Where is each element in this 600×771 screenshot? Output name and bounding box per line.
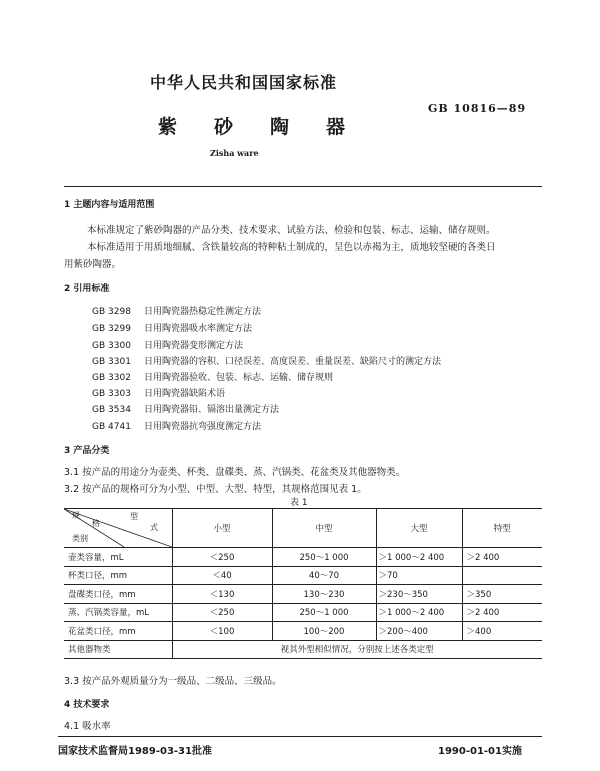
corner-label-category: 类别 [72, 534, 88, 543]
reference-code: GB 3300 [92, 341, 131, 351]
corner-label-type-1: 型 [130, 512, 138, 521]
table-cell: ＞230～350 [376, 585, 462, 604]
title-char: 陶 [270, 116, 290, 138]
table-cell: 130～230 [272, 585, 376, 604]
header-divider [64, 186, 542, 187]
table-cell: ＜250 [172, 603, 272, 622]
table-cell: 100～200 [272, 622, 376, 641]
table-cell: ＞350 [462, 585, 542, 604]
table-caption: 表 1 [290, 498, 308, 508]
standard-number: GB 10816—89 [428, 102, 527, 115]
row-label: 盘碟类口径，mm [64, 585, 172, 604]
row-label: 花盆类口径，mm [64, 622, 172, 641]
approval-info: 国家技术监督局1989-03-31批准 [58, 746, 212, 757]
title-char: 砂 [214, 116, 234, 138]
reference-code: GB 3301 [92, 357, 131, 367]
table-cell: ＜250 [172, 548, 272, 567]
column-header-large: 大型 [376, 509, 462, 548]
reference-item [92, 321, 252, 334]
reference-desc: 日用陶瓷器铅、镉溶出量测定方法 [144, 405, 280, 415]
reference-item [92, 338, 243, 351]
column-header-small: 小型 [172, 509, 272, 548]
clause-4-1: 4.1 吸水率 [64, 721, 111, 732]
table-cell: ＜100 [172, 622, 272, 641]
corner-label-spec-1: 规 [72, 511, 80, 520]
table-row [64, 566, 542, 585]
table-row-other [64, 640, 542, 659]
reference-desc: 日用陶瓷器抗弯强度测定方法 [144, 422, 262, 432]
column-header-special: 特型 [462, 509, 542, 548]
table-cell: ＞1 000～2 400 [376, 548, 462, 567]
table-cell: ＜130 [172, 585, 272, 604]
reference-code: GB 4741 [92, 422, 131, 432]
reference-desc: 日用陶瓷器变形测定方法 [144, 341, 244, 351]
issuing-organization: 中华人民共和国国家标准 [150, 73, 338, 92]
table-row [64, 585, 542, 604]
column-header-medium: 中型 [272, 509, 376, 548]
table-cell: ＞200～400 [376, 622, 462, 641]
table-row [64, 622, 542, 641]
reference-code: GB 3299 [92, 324, 131, 334]
reference-desc: 日用陶瓷器缺陷术语 [144, 389, 226, 399]
title-char: 器 [326, 116, 346, 138]
reference-item [92, 419, 261, 432]
reference-code: GB 3534 [92, 405, 131, 415]
table-row [64, 548, 542, 567]
table-cell [462, 566, 542, 585]
table-cell: 250～1 000 [272, 603, 376, 622]
table-cell: 250～1 000 [272, 548, 376, 567]
reference-item [92, 354, 441, 367]
row-label: 壶类容量，mL [64, 548, 172, 567]
reference-desc: 日用陶瓷器热稳定性测定方法 [144, 307, 262, 317]
row-label: 其他器物类 [64, 640, 172, 659]
effective-date: 1990-01-01实施 [438, 746, 522, 757]
table-merged-cell: 视其外型相似情况，分别按上述各类定型 [172, 640, 542, 659]
section-1-paragraph-2a: 本标准适用于用质地细腻、含铁量较高的特种粘土制成的，呈色以赤褐为主，质地较坚硬的各类日 [87, 242, 496, 253]
table-cell: ＞70 [376, 566, 462, 585]
section-1-paragraph-1: 本标准规定了紫砂陶器的产品分类、技术要求、试验方法、检验和包装、标志、运输、储存规则。 [87, 225, 496, 236]
reference-desc: 日用陶瓷器验收、包装、标志、运输、储存规则 [144, 373, 334, 383]
title-char: 紫 [158, 116, 178, 138]
corner-label-type-2: 式 [150, 523, 158, 532]
section-3-heading: 3 产品分类 [64, 446, 110, 456]
table-corner-cell [64, 509, 172, 548]
table-row [64, 603, 542, 622]
table-header-row [64, 509, 542, 548]
reference-code: GB 3303 [92, 389, 131, 399]
row-label: 杯类口径，mm [64, 566, 172, 585]
footer-divider [58, 736, 542, 737]
table-cell: ＞2 400 [462, 548, 542, 567]
reference-item [92, 386, 225, 399]
clause-3-3: 3.3 按产品外观质量分为一级品、二级品、三级品。 [64, 676, 282, 687]
reference-code: GB 3302 [92, 373, 131, 383]
table-cell: ＞400 [462, 622, 542, 641]
clause-3-2: 3.2 按产品的规格可分为小型、中型、大型、特型，其规格范围见表 1。 [64, 484, 367, 495]
table-cell: ＞1 000～2 400 [376, 603, 462, 622]
section-1-heading: 1 主题内容与适用范围 [64, 200, 155, 210]
document-title [158, 112, 382, 139]
row-label: 蒸、汽锅类容量，mL [64, 603, 172, 622]
reference-item [92, 402, 279, 415]
english-subtitle: Zisha ware [210, 148, 259, 158]
section-4-heading: 4 技术要求 [64, 700, 110, 710]
reference-desc: 日用陶瓷器吸水率测定方法 [144, 324, 253, 334]
table-cell: ＞2 400 [462, 603, 542, 622]
classification-table [64, 508, 542, 659]
reference-item [92, 304, 261, 317]
section-2-heading: 2 引用标准 [64, 284, 110, 294]
reference-desc: 日用陶瓷器的容积、口径误差、高度误差、重量误差、缺陷尺寸的测定方法 [144, 357, 442, 367]
reference-code: GB 3298 [92, 307, 131, 317]
table-cell: 40～70 [272, 566, 376, 585]
corner-label-spec-2: 格 [92, 519, 100, 528]
reference-item [92, 370, 333, 383]
table-cell: ＜40 [172, 566, 272, 585]
section-1-paragraph-2b: 用紫砂陶器。 [64, 259, 122, 270]
clause-3-1: 3.1 按产品的用途分为壶类、杯类、盘碟类、蒸、汽锅类、花盆类及其他器物类。 [64, 467, 406, 478]
